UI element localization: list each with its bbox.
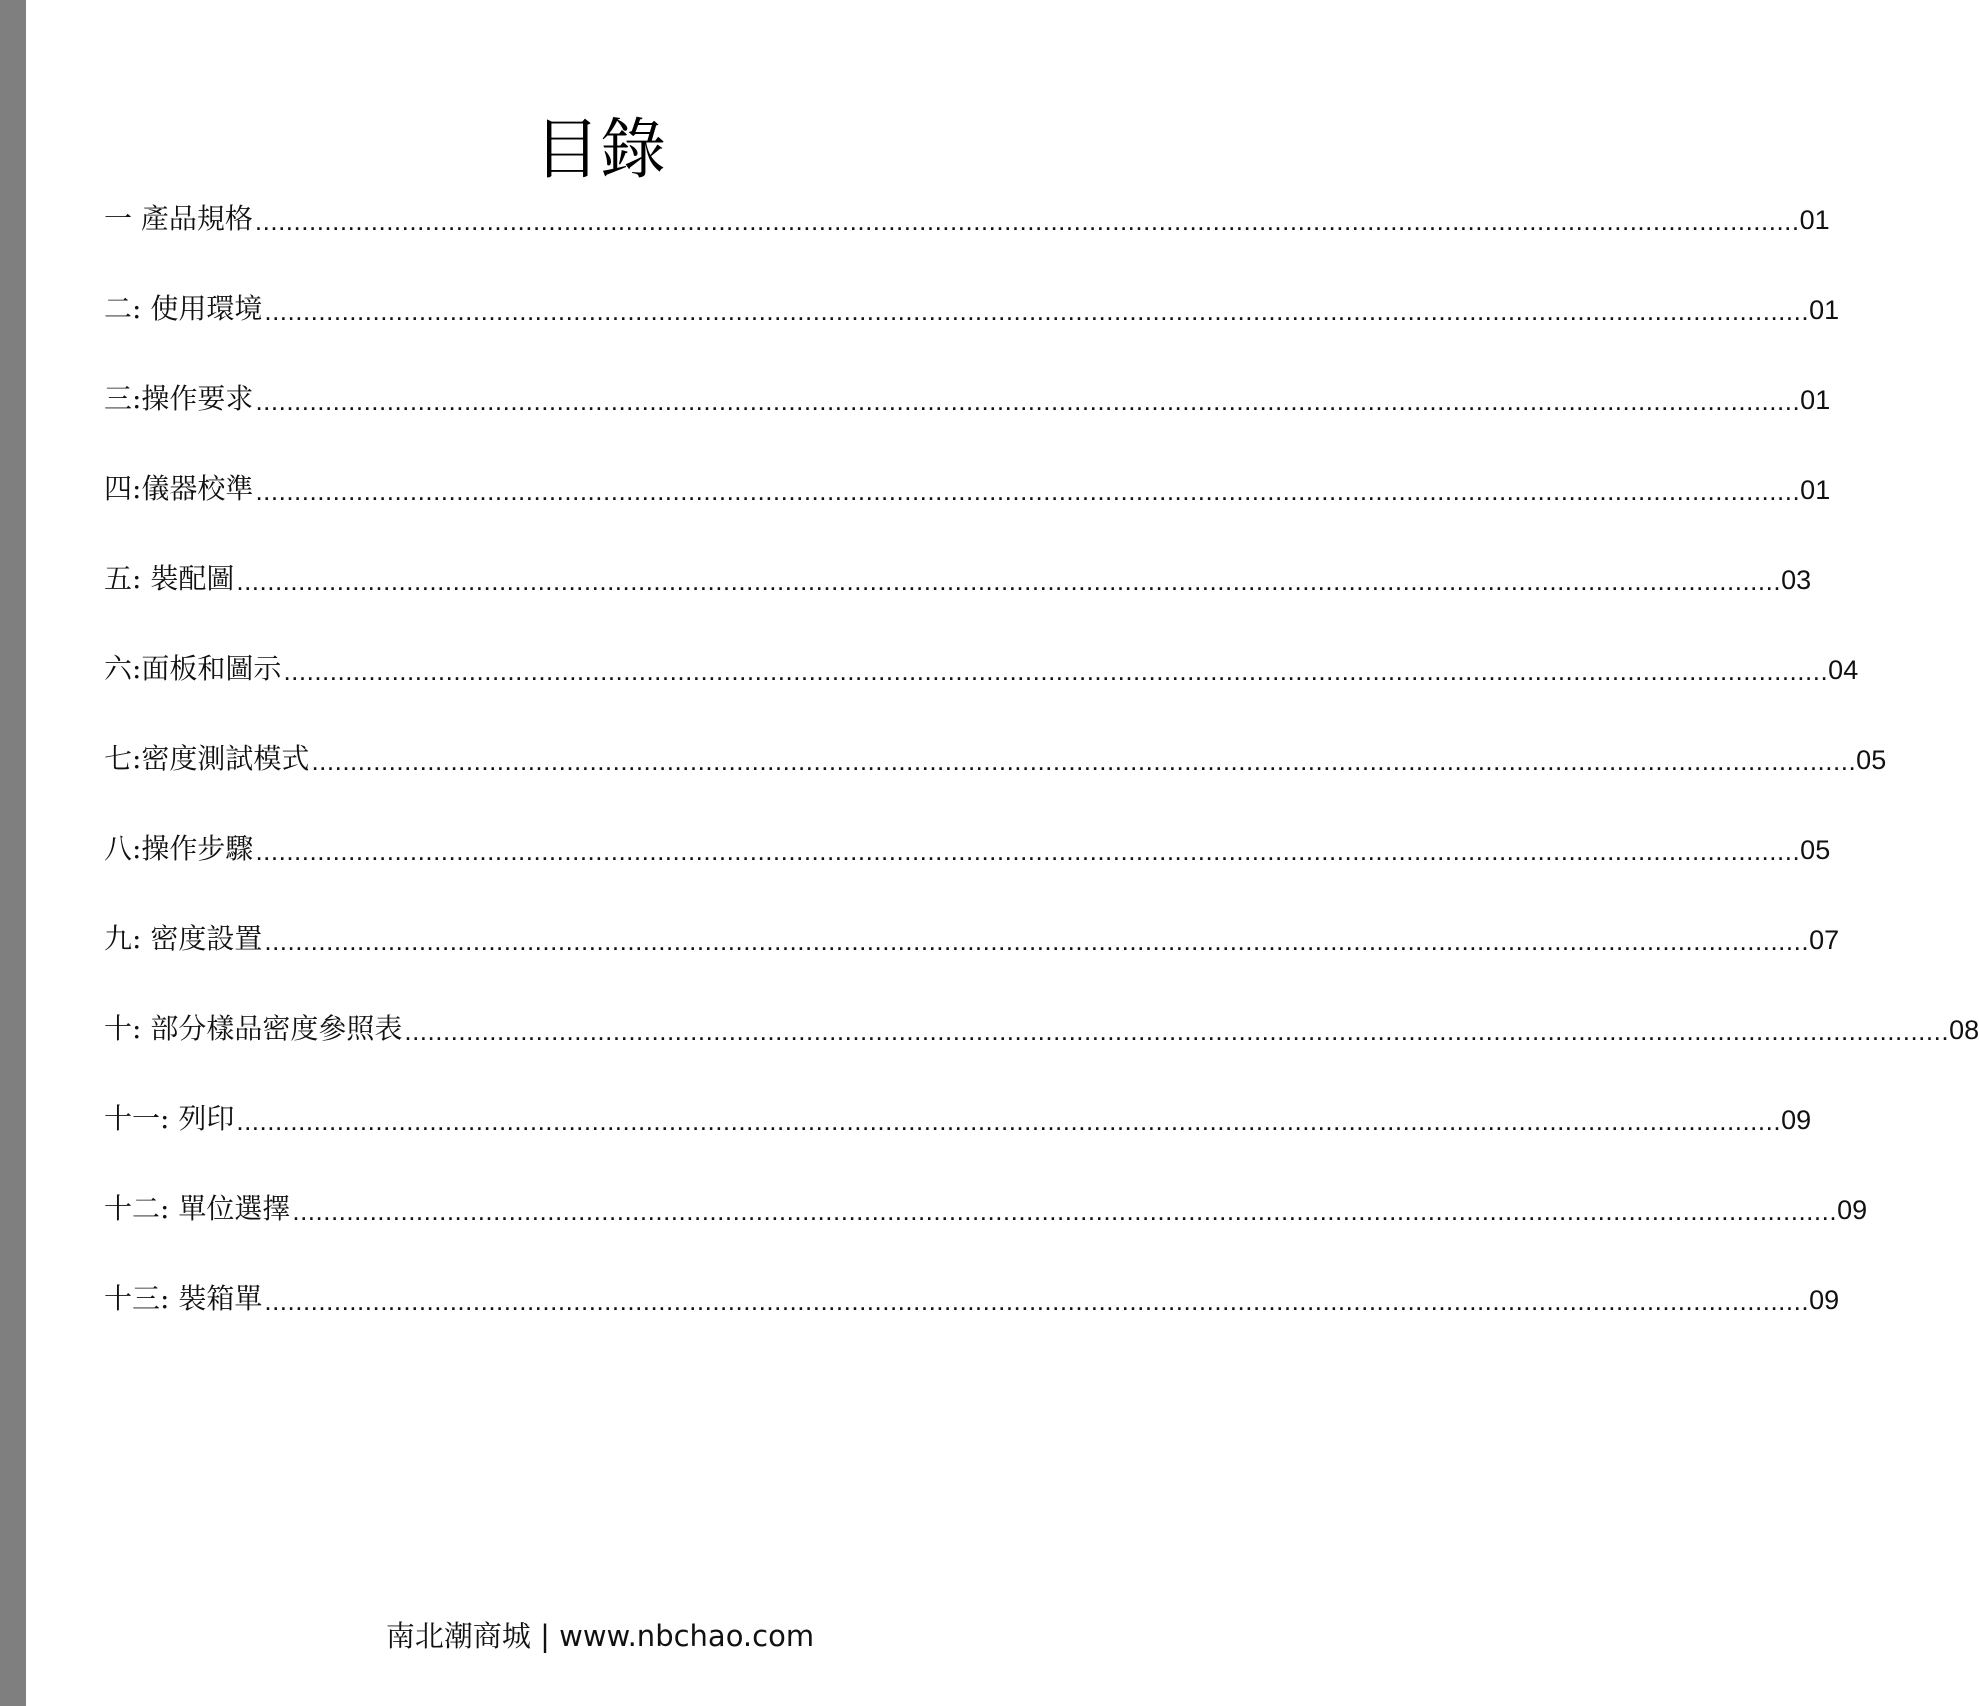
toc-leader-dots: ........................................................................................................................................................................................................ xyxy=(255,386,1801,416)
toc-leader-dots: ........................................................................................................................................................................................................ xyxy=(264,296,1810,326)
toc-leader-dots: ........................................................................................................................................................................................................ xyxy=(255,476,1801,506)
toc-entry-label: 七:密度測試模式 xyxy=(104,742,310,775)
toc-entry-page: 01 xyxy=(1799,205,1830,235)
toc-entry-label: 九: 密度設置 xyxy=(104,922,263,955)
toc-entry-page: 09 xyxy=(1781,1105,1812,1135)
toc-entry-label: 六:面板和圖示 xyxy=(104,652,282,685)
page-title: 目錄 xyxy=(534,111,666,188)
toc-leader-dots: ........................................................................................................................................................................................................ xyxy=(255,836,1801,866)
toc-entry xyxy=(104,730,1887,780)
toc-entry-label: 十二: 單位選擇 xyxy=(104,1192,291,1225)
toc-leader-dots: ........................................................................................................................................................................................................ xyxy=(292,1196,1838,1226)
toc-entry-page: 01 xyxy=(1800,385,1831,415)
toc-entry-label: 三:操作要求 xyxy=(104,382,254,415)
toc-entry-page: 01 xyxy=(1809,295,1840,325)
toc-leader-dots: ........................................................................................................................................................................................................ xyxy=(404,1016,1950,1046)
toc-entry-label: 十一: 列印 xyxy=(104,1102,235,1135)
toc-entry xyxy=(104,1090,1812,1140)
toc-entry-page: 07 xyxy=(1809,925,1840,955)
toc-leader-dots: ........................................................................................................................................................................................................ xyxy=(264,1286,1810,1316)
toc-entry xyxy=(104,1000,1979,1050)
toc-leader-dots: ........................................................................................................................................................................................................ xyxy=(254,206,1800,236)
toc-leader-dots: ........................................................................................................................................................................................................ xyxy=(311,746,1857,776)
toc-entry-page: 01 xyxy=(1800,475,1831,505)
toc-entry xyxy=(104,1270,1840,1320)
toc-entry xyxy=(104,640,1859,690)
toc-entry-label: 十三: 裝箱單 xyxy=(104,1282,263,1315)
page-edge-bar xyxy=(0,0,26,1706)
toc-entry-label: 四:儀器校準 xyxy=(104,472,254,505)
toc-entry xyxy=(104,820,1831,870)
toc-entry xyxy=(104,460,1831,510)
toc-entry-page: 09 xyxy=(1837,1195,1868,1225)
toc-entry xyxy=(104,280,1840,330)
toc-entry-page: 09 xyxy=(1809,1285,1840,1315)
toc-entry-page: 04 xyxy=(1828,655,1859,685)
toc-entry-label: 十: 部分樣品密度參照表 xyxy=(104,1012,403,1045)
toc-entry-label: 二: 使用環境 xyxy=(104,292,263,325)
toc-entry-label: 一 產品規格 xyxy=(104,202,253,235)
toc-leader-dots: ........................................................................................................................................................................................................ xyxy=(283,656,1829,686)
toc-leader-dots: ........................................................................................................................................................................................................ xyxy=(236,1106,1782,1136)
toc-entry-page: 05 xyxy=(1800,835,1831,865)
toc-leader-dots: ........................................................................................................................................................................................................ xyxy=(236,566,1782,596)
toc-entry xyxy=(104,370,1831,420)
page-footer: 南北潮商城 | www.nbchao.com xyxy=(385,1619,815,1653)
toc-entry xyxy=(104,910,1840,960)
toc-entry xyxy=(104,550,1812,600)
toc-entry-label: 八:操作步驟 xyxy=(104,832,254,865)
toc-entry xyxy=(104,190,1830,240)
toc-entry xyxy=(104,1180,1868,1230)
toc-leader-dots: ........................................................................................................................................................................................................ xyxy=(264,926,1810,956)
toc-entry-label: 五: 裝配圖 xyxy=(104,562,235,595)
toc-entry-page: 05 xyxy=(1856,745,1887,775)
toc-entry-page: 08 xyxy=(1949,1015,1979,1045)
toc-entry-page: 03 xyxy=(1781,565,1812,595)
